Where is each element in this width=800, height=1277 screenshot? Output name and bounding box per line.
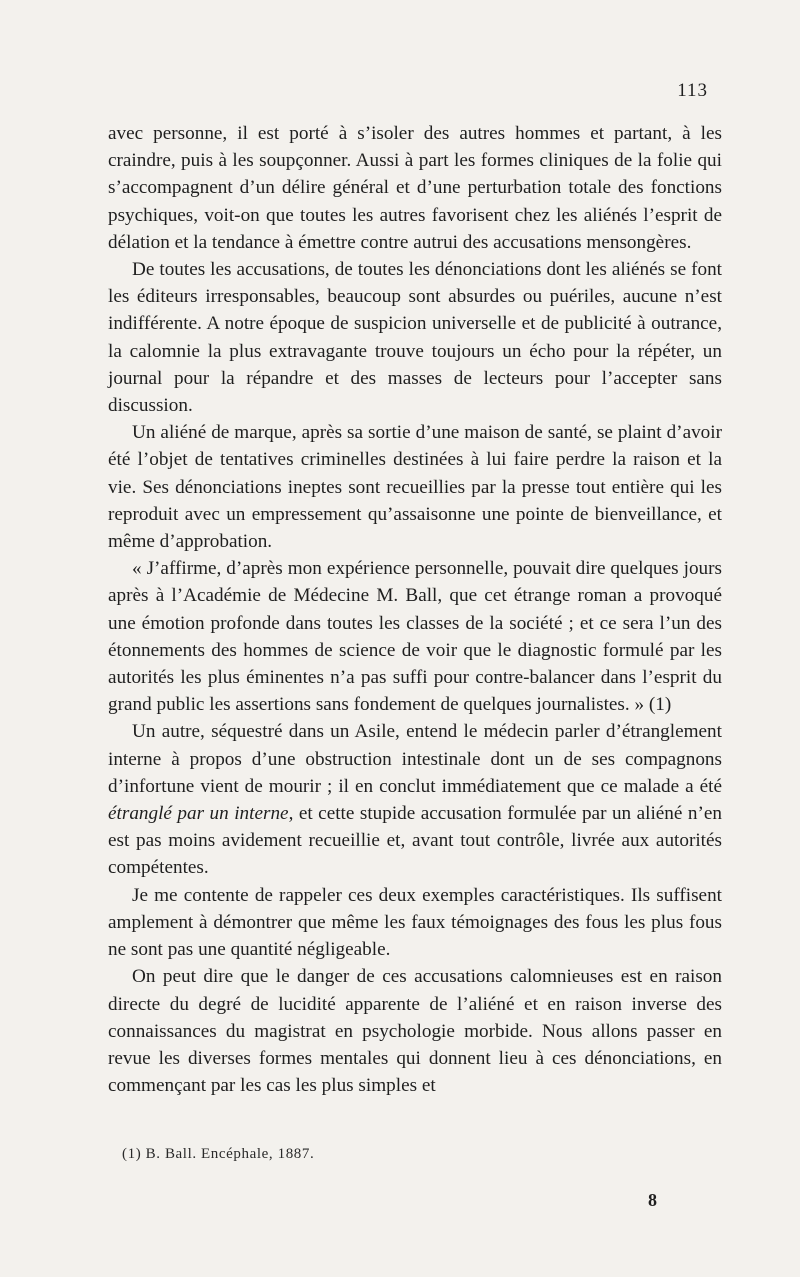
- paragraph-text: , et cette stupide accusation formulée par un aliéné n’en est pas moins avidement recueillie et, avant tout contrôle, livrée aux autorités compétentes.: [108, 803, 722, 879]
- paragraph: Un aliéné de marque, après sa sortie d’une maison de santé, se plaint d’avoir été l’objet de tentatives criminelles destinées à lui faire perdre la raison et la vie. Ses dénonciations ineptes sont recueillies par la presse tout entière qui les reproduit avec un empressement qu’assaisonne une pointe de bienveillance, et même d’approbation.: [108, 422, 722, 553]
- body-text: [108, 120, 722, 1099]
- page-number: 113: [677, 80, 708, 101]
- paragraph: [108, 718, 722, 881]
- paragraph: « J’affirme, d’après mon expérience personnelle, pouvait dire quelques jours après à l’Académie de Médecine M. Ball, que cet étrange roman a provoqué une émotion profonde dans toutes les classes de la société ; et ce sera l’un des étonnements des hommes de science de voir que le diagnostic formulé par les autorités les plus éminentes n’a pas suffi pour contre-balancer dans l’esprit du grand public les assertions sans fondement de quelques journalistes. » (1): [108, 558, 722, 716]
- paragraph: avec personne, il est porté à s’isoler des autres hommes et partant, à les craindre, puis à les soupçonner. Aussi à part les formes cliniques de la folie qui s’accompagnent d’un délire général et d’une perturbation totale des fonctions psychiques, voit-on que toutes les autres favorisent chez les aliénés l’esprit de délation et la tendance à émettre contre autrui des accusations mensongères.: [108, 123, 722, 253]
- paragraph: On peut dire que le danger de ces accusations calomnieuses est en raison directe du degré de lucidité apparente de l’aliéné et en raison inverse des connaissances du magistrat en psychologie morbide. Nous allons passer en revue les diverses formes mentales qui donnent lieu à ces dénonciations, en commençant par les cas les plus simples et: [108, 966, 722, 1097]
- paragraph-text: Un autre, séquestré dans un Asile, entend le médecin parler d’étranglement interne à propos d’une obstruction intestinale dont un de ses compagnons d’infortune vient de mourir ; il en conclut immédiatement que ce malade a été: [108, 721, 722, 797]
- paragraph: De toutes les accusations, de toutes les dénonciations dont les aliénés se font les éditeurs irresponsables, beaucoup sont absurdes ou puériles, aucune n’est indifférente. A notre époque de suspicion universelle et de publicité à outrance, la calomnie la plus extravagante trouve toujours un écho pour la répéter, un journal pour la répandre et des masses de lecteurs pour l’accepter sans discussion.: [108, 259, 722, 417]
- printer-signature-mark: 8: [648, 1190, 657, 1210]
- emphasized-phrase: étranglé par un interne: [108, 803, 289, 825]
- paragraph: Je me contente de rappeler ces deux exemples caractéristiques. Ils suffisent amplement à démontrer que même les faux témoignages des fous les plus fous ne sont pas une quantité négligeable.: [108, 884, 722, 961]
- footnote: (1) B. Ball. Encéphale, 1887.: [122, 1146, 315, 1162]
